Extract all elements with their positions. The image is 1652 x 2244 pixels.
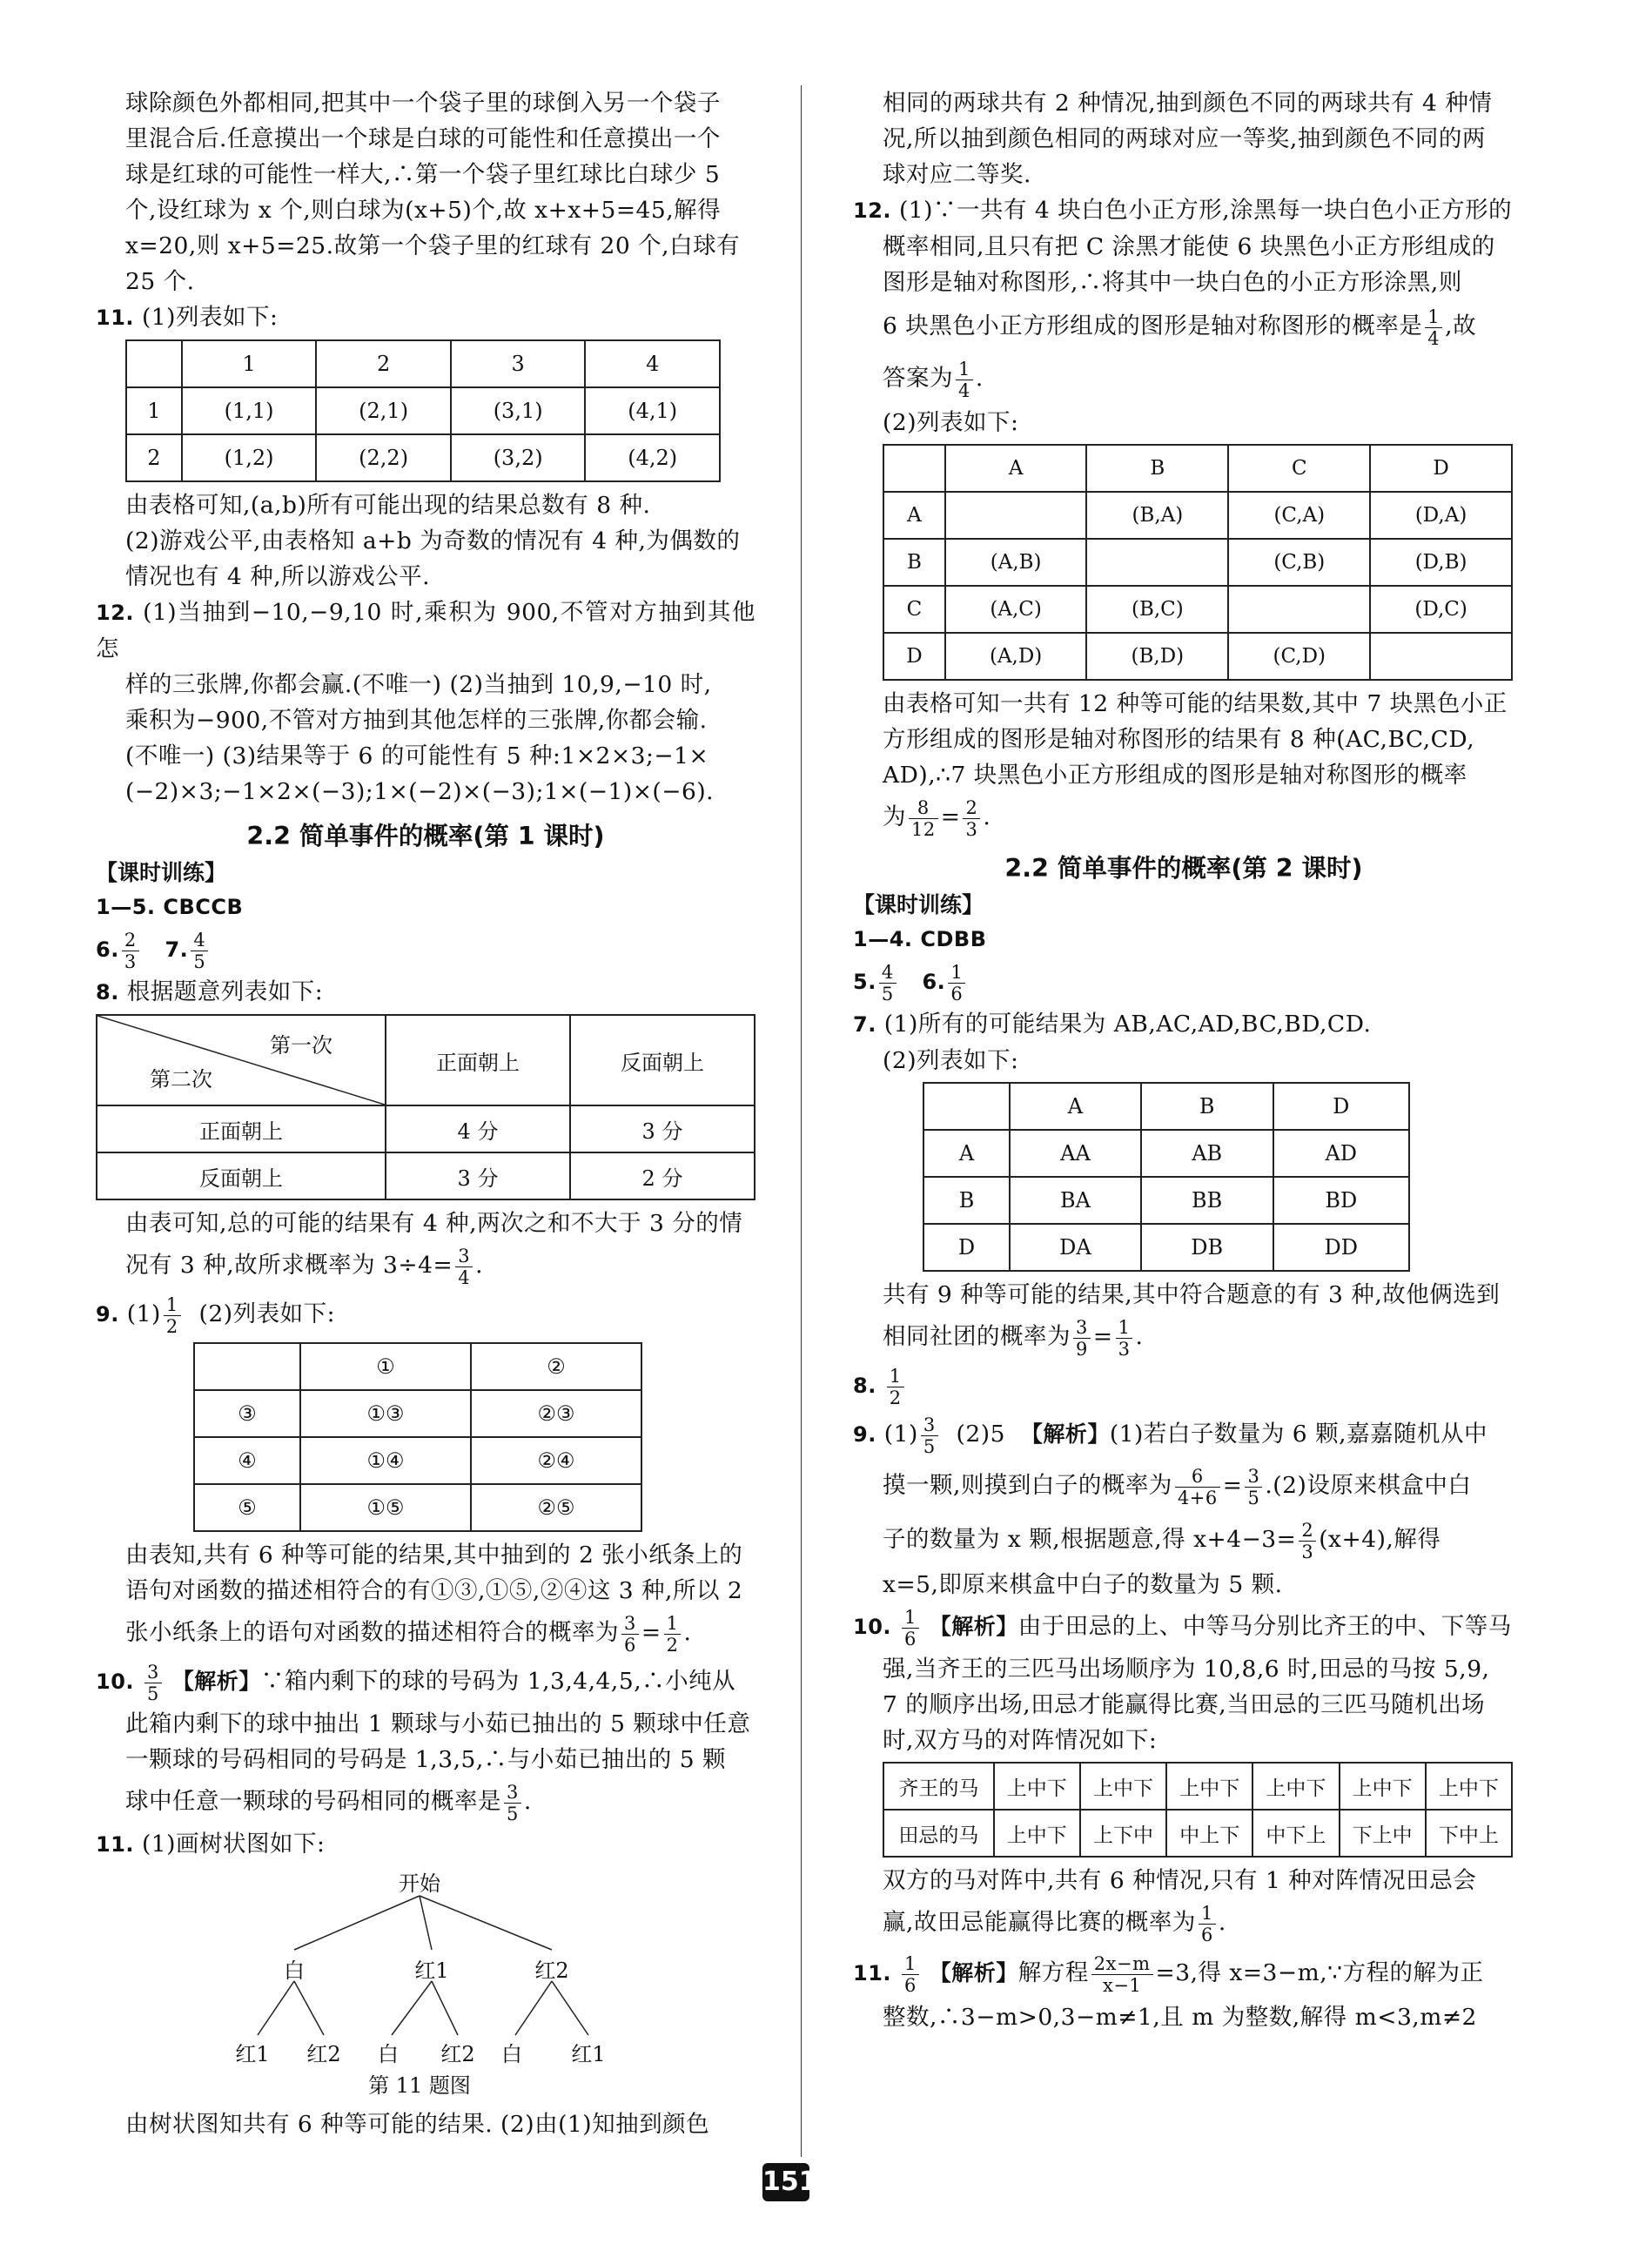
table-cell: (C,D) — [1228, 633, 1370, 680]
table-cell: B — [1141, 1083, 1273, 1130]
column-divider — [801, 85, 802, 2157]
answer-text: 答案为 — [883, 365, 953, 392]
question-number: 12. — [96, 601, 135, 625]
question-number: 7. — [853, 1012, 876, 1037]
answer-text: (1)所有的可能结果为 AB,AC,AD,BC,BD,CD. — [883, 1011, 1372, 1038]
fraction: $\frac{3}{6}$ — [621, 1613, 639, 1656]
answer-text: (1) — [126, 1300, 161, 1327]
table-cell: 1 — [126, 387, 182, 434]
answer-line: 由表可知,总的可能的结果有 4 种,两次之和不大于 3 分的情 — [125, 1210, 743, 1237]
answer-line: 图形是轴对称图形,∴将其中一块白色的小正方形涂黑,则 — [883, 269, 1462, 296]
answer-line: (−2)×3;−1×2×(−3);1×(−2)×(−3);1×(−1)×(−6). — [125, 778, 715, 805]
table-cell: (C,B) — [1228, 539, 1370, 586]
table-cell: ①③ — [300, 1390, 471, 1437]
table-cell: 田忌的马 — [883, 1810, 994, 1857]
question-9 — [96, 1290, 755, 1339]
table-cell: 上中下 — [994, 1763, 1080, 1810]
table-cell: 齐王的马 — [883, 1763, 994, 1810]
corner-label: 第二次 — [150, 1067, 212, 1092]
section-title: 2.2 简单事件的概率(第 2 课时) — [1004, 854, 1363, 883]
table-cell: ①⑤ — [300, 1484, 471, 1531]
answer-1-4 — [853, 921, 1514, 957]
fraction: $\frac{3}{5}$ — [1245, 1466, 1262, 1508]
question-12 — [853, 192, 1514, 229]
fraction: $\frac{6}{4+6}$ — [1175, 1466, 1220, 1508]
answer-text: 张小纸条上的语句对函数的描述相符合的概率为 — [125, 1619, 619, 1646]
table-cell: (3,1) — [451, 387, 586, 434]
table-cell — [126, 340, 182, 387]
table-cell: 3 分 — [386, 1152, 570, 1199]
table-row — [883, 633, 1512, 680]
fraction: $\frac{3}{5}$ — [921, 1414, 938, 1457]
table-cell: 上中下 — [1166, 1763, 1252, 1810]
table-cell — [945, 492, 1086, 539]
table-cell: 3 — [451, 340, 586, 387]
table-cell: 正面朝上 — [386, 1015, 570, 1105]
table-row — [923, 1083, 1409, 1130]
table-cell: DA — [1010, 1224, 1141, 1271]
table-cell: 1 — [182, 340, 317, 387]
fraction: $\frac{2}{3}$ — [1299, 1520, 1316, 1562]
table-cell: 上中下 — [1252, 1763, 1339, 1810]
answer-line: 答案为 $\frac{1}{4}$ . — [883, 358, 984, 401]
analysis-tag: 【解析】 — [929, 1960, 1018, 1985]
table-row — [883, 445, 1512, 492]
table-row — [97, 1015, 755, 1105]
fraction: $\frac{4}{5}$ — [191, 930, 208, 972]
fraction: $\frac{2}{3}$ — [963, 797, 980, 840]
answer-line: 相同的两球共有 2 种情况,抽到颜色不同的两球共有 4 种情 — [883, 90, 1493, 117]
answer-text: (1)∵一共有 4 块白色小正方形,涂黑每一块白色小正方形的 — [898, 197, 1513, 224]
table-cell: (B,D) — [1086, 633, 1228, 680]
analysis-tag: 【解析】 — [171, 1669, 261, 1694]
page-number: 151 — [762, 2163, 809, 2201]
answer-text: 由于田忌的上、中等马分别比齐王的中、下等马 — [1017, 1613, 1512, 1640]
answer-line: AD),∴7 块黑色小正方形组成的图形是轴对称图形的概率 — [883, 762, 1467, 789]
table-cell: (D,A) — [1370, 492, 1512, 539]
training-tag: 【课时训练】 — [96, 860, 227, 885]
question-12 — [96, 595, 755, 667]
fraction: $\frac{1}{4}$ — [1425, 306, 1442, 349]
answer-line: 球中任意一颗球的号码相同的概率是 $\frac{3}{5}$ . — [125, 1781, 532, 1824]
answer-line: x=5,即原来棋盒中白子的数量为 5 颗. — [883, 1571, 1283, 1598]
question-number: 11. — [853, 1961, 892, 1985]
intro-line: x=20,则 x+5=25.故第一个袋子里的红球有 20 个,白球有 — [125, 232, 741, 259]
answer-text: .(2)设原来棋盒中白 — [1265, 1472, 1472, 1499]
table-cell: (1,1) — [182, 387, 317, 434]
question-number: 11. — [96, 1832, 135, 1857]
analysis-tag: 【解析】 — [929, 1614, 1018, 1639]
question-number: 9. — [96, 1302, 119, 1327]
table-cell: (4,1) — [585, 387, 720, 434]
answer-text: (1)若白子数量为 6 颗,嘉嘉随机从中 — [1109, 1421, 1487, 1448]
table-cell — [1370, 633, 1512, 680]
table-cell: D — [923, 1224, 1010, 1271]
answer-line: 方形组成的图形是轴对称图形的结果有 8 种(AC,BC,CD, — [883, 726, 1475, 753]
tree-leaf: 红2 — [306, 2042, 341, 2066]
answer-line: 整数,∴3−m>0,3−m≠1,且 m 为整数,解得 m<3,m≠2 — [883, 2004, 1477, 2031]
answer-line: 由表知,共有 6 种等可能的结果,其中抽到的 2 张小纸条上的 — [125, 1542, 743, 1569]
table-cell: 2 — [316, 340, 451, 387]
fraction: $\frac{2}{3}$ — [122, 930, 139, 972]
question-number: 6. — [922, 970, 946, 994]
table-row — [126, 387, 720, 434]
fraction: $\frac{3}{5}$ — [144, 1662, 162, 1704]
tree-node: 红1 — [414, 1958, 449, 1983]
fraction: $\frac{1}{3}$ — [1116, 1317, 1133, 1360]
table-q8 — [96, 1014, 755, 1200]
question-11b — [96, 1826, 755, 1863]
answer-text: 摸一颗,则摸到白子的概率为 — [883, 1472, 1172, 1499]
answer-text: 况有 3 种,故所求概率为 3÷4= — [125, 1252, 453, 1279]
table-cell: 下上中 — [1340, 1810, 1426, 1857]
table-cell: D — [883, 633, 945, 680]
fraction: $\frac{3}{4}$ — [455, 1246, 473, 1288]
table-cell: (A,B) — [945, 539, 1086, 586]
answer-line: 此箱内剩下的球中抽出 1 颗球与小茹已抽出的 5 颗球中任意 — [125, 1710, 751, 1737]
answer-line — [853, 1513, 1514, 1567]
tree-leaf: 红1 — [571, 2042, 606, 2066]
answer-line: 强,当齐王的三匹马出场顺序为 10,8,6 时,田忌的马按 5,9, — [883, 1656, 1490, 1683]
answer-text: 解方程 — [1017, 1959, 1089, 1986]
table-q10 — [883, 1762, 1513, 1858]
table-row — [126, 434, 720, 481]
answer-text: (2)5 — [956, 1421, 1005, 1448]
fraction: $\frac{3}{9}$ — [1073, 1317, 1091, 1360]
diagonal-line — [97, 1016, 385, 1105]
answer-line: 况有 3 种,故所求概率为 3÷4= $\frac{3}{4}$ . — [125, 1245, 483, 1288]
table-cell — [1228, 586, 1370, 633]
answer-line: 张小纸条上的语句对函数的描述相符合的概率为 $\frac{3}{6}$ = $\frac{1}{2}$ . — [125, 1612, 692, 1656]
table-cell: B — [1086, 445, 1228, 492]
table-cell: (D,C) — [1370, 586, 1512, 633]
table-q12 — [883, 444, 1513, 681]
table-cell: 中上下 — [1166, 1810, 1252, 1857]
fraction: $\frac{1}{2}$ — [164, 1294, 181, 1337]
table-row — [194, 1390, 641, 1437]
answer-text: (1) — [883, 1421, 918, 1448]
table-cell: (3,2) — [451, 434, 586, 481]
table-cell: 2 分 — [570, 1152, 755, 1199]
question-number: 5. — [853, 970, 876, 994]
table-cell: BB — [1141, 1177, 1273, 1224]
table-cell: (B,A) — [1086, 492, 1228, 539]
answer-line: 为 $\frac{8}{12}$ = $\frac{2}{3}$ . — [883, 796, 991, 840]
answer-line: (1)当抽到−10,−9,10 时,乘积为 900,不管对方抽到其他怎 — [96, 599, 755, 662]
table-cell: B — [923, 1177, 1010, 1224]
table-cell: 上中下 — [994, 1810, 1080, 1857]
question-text: 根据题意列表如下: — [126, 978, 324, 1005]
fraction: $\frac{1}{2}$ — [664, 1613, 682, 1656]
table-cell: ① — [300, 1343, 471, 1390]
table-cell: A — [923, 1130, 1010, 1177]
table-cell: C — [1228, 445, 1370, 492]
section-title: 2.2 简单事件的概率(第 1 课时) — [246, 822, 605, 850]
table-cell: C — [883, 586, 945, 633]
question-number: 12. — [853, 198, 892, 223]
table-cell: A — [883, 492, 945, 539]
answer-line: 况,所以抽到颜色相同的两球对应一等奖,抽到颜色不同的两 — [883, 125, 1486, 152]
answer-text: =3,得 x=3−m,∵方程的解为正 — [1155, 1959, 1484, 1986]
question-number: 10. — [96, 1670, 135, 1694]
answer-6-7 — [96, 925, 755, 974]
question-11 — [853, 1947, 1514, 1999]
fraction: $\frac{3}{5}$ — [504, 1782, 521, 1824]
answer-line: 时,双方马的对阵情况如下: — [883, 1727, 1158, 1754]
table-cell: 正面朝上 — [97, 1105, 386, 1152]
answer-line: (不唯一) (3)结果等于 6 的可能性有 5 种:1×2×3;−1× — [125, 742, 709, 769]
diagonal-header-cell — [97, 1015, 386, 1105]
fraction: $\frac{2x-m}{x-1}$ — [1091, 1953, 1153, 1996]
table-cell: A — [1010, 1083, 1141, 1130]
table-cell: ②③ — [471, 1390, 641, 1437]
table-cell: 上中下 — [1080, 1763, 1166, 1810]
tree-node: 红2 — [534, 1958, 569, 1983]
corner-label: 第一次 — [270, 1033, 332, 1058]
table-cell: A — [945, 445, 1086, 492]
answer-line — [853, 300, 1514, 353]
table-row — [126, 340, 720, 387]
analysis-tag: 【解析】 — [1020, 1421, 1110, 1447]
intro-line: 个,设红球为 x 个,则白球为(x+5)个,故 x+x+5=45,解得 — [125, 197, 722, 224]
tree-node: 白 — [284, 1958, 305, 1983]
question-text: (1)画树状图如下: — [141, 1831, 326, 1858]
answer-line: 摸一颗,则摸到白子的概率为 $\frac{6}{4+6}$ = $\frac{3}{5}$ .(2)设原来棋盒中白 — [883, 1465, 1472, 1508]
table-cell: (D,B) — [1370, 539, 1512, 586]
table-cell: 反面朝上 — [97, 1152, 386, 1199]
table-row — [883, 1763, 1512, 1810]
answer-line: 样的三张牌,你都会赢.(不唯一) (2)当抽到 10,9,−10 时, — [125, 671, 712, 698]
training-tag: 【课时训练】 — [853, 892, 984, 917]
table-cell: (4,2) — [585, 434, 720, 481]
table-cell: ①④ — [300, 1437, 471, 1484]
table-cell: 上中下 — [1426, 1763, 1512, 1810]
answer-line: 由表格可知一共有 12 种等可能的结果数,其中 7 块黑色小正 — [883, 690, 1508, 717]
answer-line: 相同社团的概率为 $\frac{3}{9}$ = $\frac{1}{3}$ . — [883, 1316, 1144, 1360]
table-cell — [1086, 539, 1228, 586]
table-cell — [883, 445, 945, 492]
tree-leaf: 白 — [378, 2042, 399, 2066]
question-10 — [853, 1602, 1514, 1651]
fraction: $\frac{1}{6}$ — [902, 1607, 919, 1649]
table-cell: 下中上 — [1426, 1810, 1512, 1857]
table-cell: 上中下 — [1340, 1763, 1426, 1810]
answer-line: 语句对函数的描述相符合的有①③,①⑤,②④这 3 种,所以 2 — [125, 1577, 743, 1604]
answer-text: ,故 — [1445, 312, 1477, 339]
answer-text: 子的数量为 x 颗,根据题意,得 x+4−3= — [883, 1526, 1297, 1553]
table-cell: (2,2) — [316, 434, 451, 481]
table-cell: ②④ — [471, 1437, 641, 1484]
answer-line: 赢,故田忌能赢得比赛的概率为 $\frac{1}{6}$ . — [883, 1902, 1226, 1945]
question-7 — [853, 1006, 1514, 1043]
table-cell: ⑤ — [194, 1484, 300, 1531]
table-row — [883, 539, 1512, 586]
table-cell: (2,1) — [316, 387, 451, 434]
table-cell: ④ — [194, 1437, 300, 1484]
intro-line: 球除颜色外都相同,把其中一个袋子里的球倒入另一个袋子 — [125, 90, 721, 117]
answer-text: (x+4),解得 — [1319, 1526, 1441, 1553]
table-cell: ② — [471, 1343, 641, 1390]
answer-line: 双方的马对阵中,共有 6 种情况,只有 1 种对阵情况田忌会 — [883, 1867, 1477, 1894]
intro-line: 里混合后.任意摸出一个球是白球的可能性和任意摸出一个 — [125, 125, 721, 152]
table-row — [194, 1437, 641, 1484]
answer-line: 概率相同,且只有把 C 涂黑才能使 6 块黑色小正方形组成的 — [883, 233, 1495, 260]
answer-line: 球对应二等奖. — [883, 161, 1031, 188]
table-cell: (1,2) — [182, 434, 317, 481]
answer-line: 7 的顺序出场,田忌才能赢得比赛,当田忌的三匹马随机出场 — [883, 1691, 1486, 1718]
answer-text: 1—4. CDBB — [853, 927, 987, 951]
figure-caption: 第 11 题图 — [368, 2073, 471, 2098]
table-cell — [194, 1343, 300, 1390]
question-number: 10. — [853, 1615, 892, 1639]
table-row — [883, 1810, 1512, 1857]
fraction: $\frac{1}{6}$ — [948, 962, 965, 1004]
table-cell: ②⑤ — [471, 1484, 641, 1531]
table-cell: 3 分 — [570, 1105, 755, 1152]
question-text: (1)列表如下: — [141, 304, 279, 331]
question-10 — [96, 1657, 755, 1706]
table-cell: 反面朝上 — [570, 1015, 755, 1105]
table-row — [923, 1130, 1409, 1177]
table-cell: BD — [1273, 1177, 1409, 1224]
tree-leaf: 红2 — [440, 2042, 475, 2066]
table-cell: (A,C) — [945, 586, 1086, 633]
answer-line: 乘积为−900,不管对方抽到其他怎样的三张牌,你都会输. — [125, 707, 708, 734]
table-cell: (B,C) — [1086, 586, 1228, 633]
answer-line: 由树状图知共有 6 种等可能的结果. (2)由(1)知抽到颜色 — [125, 2111, 710, 2138]
table-cell: B — [883, 539, 945, 586]
table-cell: ③ — [194, 1390, 300, 1437]
table-row — [883, 586, 1512, 633]
table-cell: D — [1273, 1083, 1409, 1130]
table-cell: D — [1370, 445, 1512, 492]
fraction: $\frac{1}{6}$ — [1199, 1903, 1216, 1945]
answer-line: (2)游戏公平,由表格知 a+b 为奇数的情况有 4 种,为偶数的 — [125, 527, 741, 554]
answer-line: (2)列表如下: — [883, 409, 1019, 436]
question-number: 7. — [165, 937, 189, 962]
left-column — [96, 85, 755, 2142]
table-cell: 中下上 — [1252, 1810, 1339, 1857]
answer-text: 1—5. CBCCB — [96, 895, 244, 919]
question-number: 8. — [853, 1374, 876, 1398]
answer-5-6 — [853, 957, 1514, 1006]
intro-line: 25 个. — [125, 268, 195, 295]
question-number: 9. — [853, 1422, 876, 1447]
fraction: $\frac{1}{4}$ — [956, 359, 973, 401]
table-q7 — [923, 1082, 1410, 1272]
answer-text: 相同社团的概率为 — [883, 1323, 1071, 1350]
fraction: $\frac{1}{6}$ — [902, 1953, 919, 1996]
intro-line: 球是红球的可能性一样大,∴第一个袋子里红球比白球少 5 — [125, 161, 721, 188]
answer-text: 6 块黑色小正方形组成的图形是轴对称图形的概率是 — [883, 312, 1423, 339]
table-q9 — [193, 1342, 642, 1532]
table-row — [194, 1343, 641, 1390]
tree-root: 开始 — [399, 1871, 440, 1896]
table-cell: AD — [1273, 1130, 1409, 1177]
question-number: 11. — [96, 306, 135, 330]
answer-1-5 — [96, 889, 755, 925]
answer-text: (2)列表如下: — [198, 1300, 336, 1327]
table-cell: 4 — [585, 340, 720, 387]
table-row — [97, 1105, 755, 1152]
table-row — [923, 1177, 1409, 1224]
table-row — [97, 1152, 755, 1199]
answer-line: (2)列表如下: — [883, 1047, 1019, 1074]
answer-line: 共有 9 种等可能的结果,其中符合题意的有 3 种,故他俩选到 — [883, 1281, 1501, 1308]
table-cell: (C,A) — [1228, 492, 1370, 539]
fraction: $\frac{8}{12}$ — [909, 797, 938, 840]
question-8 — [853, 1361, 1514, 1410]
answer-text: 为 — [883, 803, 906, 830]
fraction: $\frac{4}{5}$ — [879, 962, 897, 1004]
question-number: 6. — [96, 937, 119, 962]
table-row — [923, 1224, 1409, 1271]
table-row — [194, 1484, 641, 1531]
question-11 — [96, 299, 755, 336]
answer-line: 由表格可知,(a,b)所有可能出现的结果总数有 8 种. — [125, 492, 651, 519]
table-cell: AB — [1141, 1130, 1273, 1177]
table-cell: DD — [1273, 1224, 1409, 1271]
answer-text: ∵箱内剩下的球的号码为 1,3,4,4,5,∴小纯从 — [260, 1668, 736, 1695]
right-column — [853, 85, 1514, 2035]
table-cell: 2 — [126, 434, 182, 481]
question-8 — [96, 974, 755, 1011]
table-row — [883, 492, 1512, 539]
table-cell: BA — [1010, 1177, 1141, 1224]
answer-line: 情况也有 4 种,所以游戏公平. — [125, 563, 431, 590]
answer-text: 赢,故田忌能赢得比赛的概率为 — [883, 1909, 1196, 1936]
tree-leaf: 红1 — [235, 2042, 270, 2066]
table-cell: AA — [1010, 1130, 1141, 1177]
table-cell: 4 分 — [386, 1105, 570, 1152]
table-q11 — [125, 339, 721, 482]
tree-leaf: 白 — [501, 2042, 522, 2066]
table-cell — [923, 1083, 1010, 1130]
table-cell: 上下中 — [1080, 1810, 1166, 1857]
table-cell: DB — [1141, 1224, 1273, 1271]
question-9 — [853, 1410, 1514, 1459]
answer-line: 一颗球的号码相同的号码是 1,3,5,∴与小茹已抽出的 5 颗 — [125, 1746, 726, 1773]
tree-diagram — [96, 1863, 755, 2106]
answer-text: 球中任意一颗球的号码相同的概率是 — [125, 1788, 501, 1815]
question-number: 8. — [96, 980, 119, 1004]
table-cell: (A,D) — [945, 633, 1086, 680]
fraction: $\frac{1}{2}$ — [887, 1366, 904, 1408]
